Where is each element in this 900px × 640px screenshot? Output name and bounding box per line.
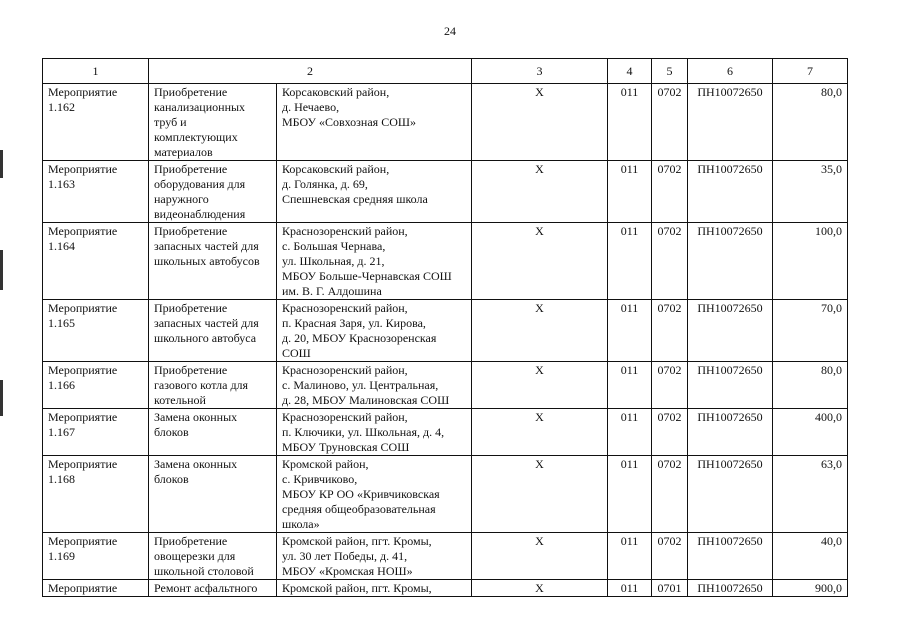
location-cell-line: МБОУ Труновская СОШ: [282, 440, 410, 454]
measure-name-cell-line: Приобретение: [154, 85, 228, 99]
column-header: 5: [652, 59, 688, 84]
location-cell: [277, 456, 472, 533]
location-cell-line: Корсаковский район,: [282, 85, 390, 99]
measure-name-cell-line: труб и: [154, 115, 187, 129]
ministry-code-cell: 011: [608, 533, 652, 580]
location-cell-line: школа»: [282, 517, 320, 531]
measure-id-cell: [43, 533, 149, 580]
section-code-cell: 0702: [652, 300, 688, 362]
section-code-cell: 0701: [652, 580, 688, 597]
measure-name-cell: [149, 300, 277, 362]
measure-name-cell-line: наружного: [154, 192, 209, 206]
measure-name-cell-line: газового котла для: [154, 378, 249, 392]
measure-id-cell-line: Мероприятие: [48, 224, 118, 238]
measure-id-cell: [43, 362, 149, 409]
location-cell: [277, 161, 472, 223]
table-row: [43, 161, 848, 223]
measure-id-cell-line: Мероприятие: [48, 534, 118, 548]
amount-cell: 70,0: [773, 300, 848, 362]
location-cell-line: д. 20, МБОУ Краснозоренская: [282, 331, 437, 345]
page-number: 24: [444, 24, 456, 38]
col3-cell: Х: [472, 362, 608, 409]
measure-name-cell-line: видеонаблюдения: [154, 207, 246, 221]
location-cell: [277, 223, 472, 300]
col3-cell: Х: [472, 84, 608, 161]
amount-cell: 80,0: [773, 362, 848, 409]
amount-cell: 40,0: [773, 533, 848, 580]
col3-cell: Х: [472, 580, 608, 597]
amount-cell: 100,0: [773, 223, 848, 300]
measure-name-cell: [149, 84, 277, 161]
column-header: 7: [773, 59, 848, 84]
table-row: [43, 580, 848, 597]
measure-name-cell-line: комплектующих: [154, 130, 238, 144]
budget-table: [42, 58, 848, 597]
measure-name-cell-line: канализационных: [154, 100, 246, 114]
ministry-code-cell: 011: [608, 456, 652, 533]
amount-cell: 400,0: [773, 409, 848, 456]
measure-id-cell-line: Мероприятие: [48, 457, 118, 471]
measure-id-cell-line: Мероприятие: [48, 410, 118, 424]
location-cell-line: д. 28, МБОУ Малиновская СОШ: [282, 393, 450, 407]
measure-name-cell-line: блоков: [154, 472, 189, 486]
measure-id-cell-line: Мероприятие: [48, 162, 118, 176]
location-cell-line: ул. Школьная, д. 21,: [282, 254, 385, 268]
section-code-cell: 0702: [652, 161, 688, 223]
table-row: [43, 456, 848, 533]
table-row: [43, 362, 848, 409]
ministry-code-cell: 011: [608, 300, 652, 362]
section-code-cell: 0702: [652, 84, 688, 161]
location-cell-line: д. Голянка, д. 69,: [282, 177, 368, 191]
section-code-cell: 0702: [652, 362, 688, 409]
measure-name-cell: [149, 223, 277, 300]
target-code-cell: ПН10072650: [688, 580, 773, 597]
location-cell-line: Кромской район, пгт. Кромы,: [282, 581, 432, 595]
measure-id-cell-line: Мероприятие: [48, 581, 118, 595]
section-code-cell: 0702: [652, 456, 688, 533]
target-code-cell: ПН10072650: [688, 409, 773, 456]
col3-cell: Х: [472, 300, 608, 362]
measure-name-cell-line: запасных частей для: [154, 239, 259, 253]
measure-name-cell: [149, 580, 277, 597]
section-code-cell: 0702: [652, 223, 688, 300]
location-cell-line: им. В. Г. Алдошина: [282, 284, 382, 298]
measure-id-cell-line: 1.169: [48, 549, 75, 563]
location-cell-line: с. Кривчиково,: [282, 472, 358, 486]
table-row: [43, 84, 848, 161]
measure-name-cell-line: материалов: [154, 145, 213, 159]
measure-id-cell: [43, 84, 149, 161]
measure-name-cell-line: Замена оконных: [154, 410, 238, 424]
location-cell-line: СОШ: [282, 346, 311, 360]
target-code-cell: ПН10072650: [688, 300, 773, 362]
location-cell-line: средняя общеобразовательная: [282, 502, 436, 516]
column-header: 3: [472, 59, 608, 84]
ministry-code-cell: 011: [608, 161, 652, 223]
scan-artifact: [0, 380, 3, 416]
measure-id-cell: [43, 223, 149, 300]
location-cell-line: МБОУ «Совхозная СОШ»: [282, 115, 416, 129]
col3-cell: Х: [472, 456, 608, 533]
section-code-cell: 0702: [652, 409, 688, 456]
measure-name-cell: [149, 533, 277, 580]
ministry-code-cell: 011: [608, 84, 652, 161]
location-cell-line: Краснозоренский район,: [282, 363, 408, 377]
location-cell-line: с. Большая Чернава,: [282, 239, 386, 253]
location-cell-line: МБОУ КР ОО «Кривчиковская: [282, 487, 440, 501]
measure-id-cell-line: Мероприятие: [48, 85, 118, 99]
location-cell: [277, 580, 472, 597]
measure-name-cell: [149, 409, 277, 456]
location-cell-line: ул. 30 лет Победы, д. 41,: [282, 549, 408, 563]
location-cell-line: с. Малиново, ул. Центральная,: [282, 378, 439, 392]
ministry-code-cell: 011: [608, 580, 652, 597]
measure-name-cell-line: школьного автобуса: [154, 331, 257, 345]
ministry-code-cell: 011: [608, 362, 652, 409]
measure-name-cell: [149, 362, 277, 409]
measure-name-cell-line: школьных автобусов: [154, 254, 260, 268]
target-code-cell: ПН10072650: [688, 533, 773, 580]
header-row: [43, 59, 848, 84]
scan-artifact: [0, 250, 3, 290]
column-header: 2: [149, 59, 472, 84]
measure-name-cell-line: запасных частей для: [154, 316, 259, 330]
measure-name-cell-line: школьной столовой: [154, 564, 254, 578]
location-cell: [277, 533, 472, 580]
table-row: [43, 533, 848, 580]
measure-id-cell: [43, 161, 149, 223]
target-code-cell: ПН10072650: [688, 84, 773, 161]
amount-cell: 35,0: [773, 161, 848, 223]
location-cell-line: Краснозоренский район,: [282, 410, 408, 424]
location-cell-line: МБОУ Больше-Чернавская СОШ: [282, 269, 452, 283]
measure-name-cell-line: Приобретение: [154, 224, 228, 238]
measure-id-cell-line: Мероприятие: [48, 363, 118, 377]
section-code-cell: 0702: [652, 533, 688, 580]
location-cell-line: Кромской район,: [282, 457, 369, 471]
target-code-cell: ПН10072650: [688, 362, 773, 409]
location-cell: [277, 300, 472, 362]
table-row: [43, 223, 848, 300]
measure-id-cell-line: 1.163: [48, 177, 75, 191]
location-cell-line: Краснозоренский район,: [282, 301, 408, 315]
measure-name-cell-line: Приобретение: [154, 301, 228, 315]
location-cell-line: п. Красная Заря, ул. Кирова,: [282, 316, 426, 330]
column-header: 1: [43, 59, 149, 84]
col3-cell: Х: [472, 223, 608, 300]
location-cell-line: д. Нечаево,: [282, 100, 340, 114]
target-code-cell: ПН10072650: [688, 456, 773, 533]
location-cell: [277, 362, 472, 409]
measure-name-cell-line: оборудования для: [154, 177, 246, 191]
amount-cell: 63,0: [773, 456, 848, 533]
location-cell-line: Корсаковский район,: [282, 162, 390, 176]
table-row: [43, 409, 848, 456]
col3-cell: Х: [472, 161, 608, 223]
measure-id-cell: [43, 300, 149, 362]
measure-name-cell-line: котельной: [154, 393, 206, 407]
measure-name-cell-line: овощерезки для: [154, 549, 236, 563]
measure-id-cell: [43, 456, 149, 533]
amount-cell: 900,0: [773, 580, 848, 597]
column-header: 6: [688, 59, 773, 84]
location-cell-line: Кромской район, пгт. Кромы,: [282, 534, 432, 548]
location-cell-line: МБОУ «Кромская НОШ»: [282, 564, 413, 578]
location-cell: [277, 409, 472, 456]
measure-name-cell-line: Приобретение: [154, 162, 228, 176]
amount-cell: 80,0: [773, 84, 848, 161]
measure-id-cell-line: 1.162: [48, 100, 75, 114]
measure-name-cell: [149, 456, 277, 533]
measure-id-cell-line: 1.168: [48, 472, 75, 486]
col3-cell: Х: [472, 409, 608, 456]
measure-id-cell-line: 1.166: [48, 378, 75, 392]
target-code-cell: ПН10072650: [688, 161, 773, 223]
measure-name-cell-line: блоков: [154, 425, 189, 439]
measure-id-cell-line: 1.164: [48, 239, 75, 253]
col3-cell: Х: [472, 533, 608, 580]
measure-name-cell-line: Приобретение: [154, 534, 228, 548]
measure-id-cell-line: 1.167: [48, 425, 75, 439]
measure-name-cell: [149, 161, 277, 223]
measure-name-cell-line: Ремонт асфальтного: [154, 581, 258, 595]
ministry-code-cell: 011: [608, 223, 652, 300]
ministry-code-cell: 011: [608, 409, 652, 456]
location-cell: [277, 84, 472, 161]
measure-id-cell: [43, 409, 149, 456]
location-cell-line: п. Ключики, ул. Школьная, д. 4,: [282, 425, 445, 439]
measure-id-cell: [43, 580, 149, 597]
measure-name-cell-line: Приобретение: [154, 363, 228, 377]
measure-id-cell-line: Мероприятие: [48, 301, 118, 315]
measure-id-cell-line: 1.165: [48, 316, 75, 330]
location-cell-line: Спешневская средняя школа: [282, 192, 428, 206]
table-row: [43, 300, 848, 362]
target-code-cell: ПН10072650: [688, 223, 773, 300]
location-cell-line: Краснозоренский район,: [282, 224, 408, 238]
scan-artifact: [0, 150, 3, 178]
measure-name-cell-line: Замена оконных: [154, 457, 238, 471]
column-header: 4: [608, 59, 652, 84]
